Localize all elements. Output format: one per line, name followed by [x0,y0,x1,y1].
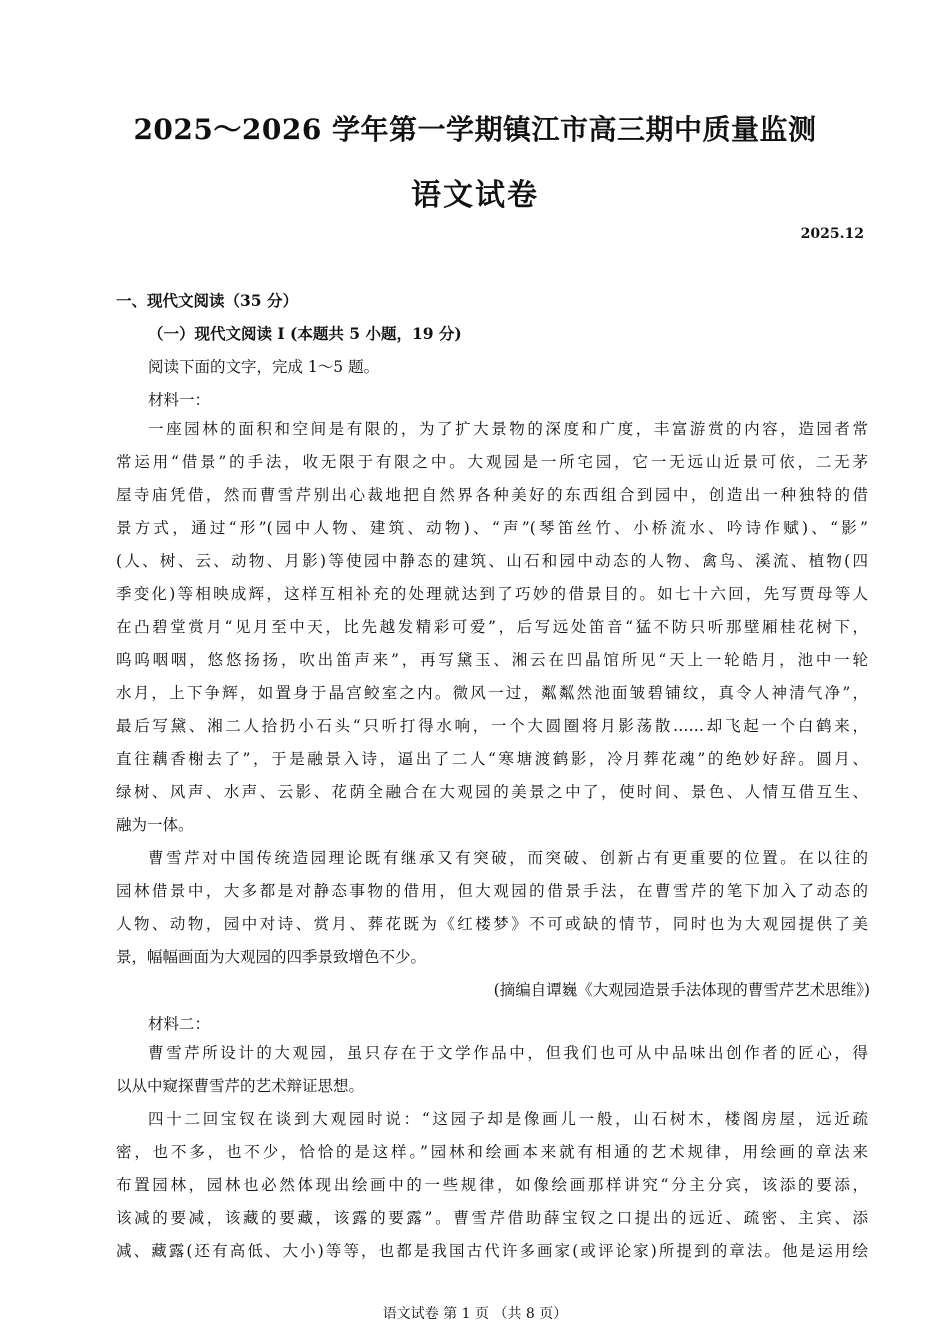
text-line: 人物、动物，园中对诗、赏月、葬花既为《红楼梦》不可或缺的情节，同时也为大观园提供了美 [116,915,868,933]
text-line: 景，幅幅画面为大观园的四季景致增色不少。 [116,948,427,966]
sub-section-heading: （一）现代文阅读 Ⅰ (本题共 5 小题，19 分) [148,324,462,343]
text-line: 绿树、风声、水声、云影、花荫全融合在大观园的美景之中了，使时间、景色、人情互借互生、 [116,783,868,801]
material-one-source: (摘编自谭巍《大观园造景手法体现的曹雪芹艺术思维》) [493,981,870,999]
text-line: 园林借景中，大多都是对静态事物的借用，但大观园的借景手法，在曹雪芹的笔下加入了动态的 [116,882,868,900]
text-line: 曹雪芹对中国传统造园理论既有继承又有突破，而突破、创新占有更重要的位置。在以往的 [148,849,868,867]
material-one-paragraph-two [116,842,868,974]
text-line: 该减的要减，该藏的要藏，该露的要露”。曹雪芹借助薛宝钗之口提出的远近、疏密、主宾、添 [116,1209,868,1227]
material-two-paragraph-one [116,1037,868,1103]
text-line: 四十二回宝钗在谈到大观园时说：“这园子却是像画儿一般，山石树木，楼阁房屋，远近疏 [148,1110,868,1128]
exam-date: 2025.12 [800,226,864,242]
text-line: (人、树、云、动物、月影)等使园中静态的建筑、山石和园中动态的人物、禽鸟、溪流、植物(四 [116,552,868,570]
text-line: 最后写黛、湘二人拾扔小石头“只听打得水响，一个大圆圈将月影荡散……却飞起一个白鹤来， [116,717,868,735]
text-line: 呜呜咽咽，悠悠扬扬，吹出笛声来”，再写黛玉、湘云在凹晶馆所见“天上一轮皓月，池中一轮 [116,651,868,669]
text-line: 布置园林，园林也必然体现出绘画中的一些规律，如像绘画那样讲究“分主分宾，该添的要添， [116,1176,868,1194]
text-line: 一座园林的面积和空间是有限的，为了扩大景物的深度和广度，丰富游赏的内容，造园者常 [148,420,868,438]
text-line: 在凸碧堂赏月“见月至中天，比先越发精彩可爱”，后写远处笛音“猛不防只听那壁厢桂花树下， [116,618,868,636]
page-footer: 语文试卷 第 1 页 （共 8 页） [382,1306,568,1322]
material-two-label: 材料二： [148,1015,211,1033]
exam-title: 2025～2026 学年第一学期镇江市高三期中质量监测 [133,113,817,146]
text-line: 融为一体。 [116,816,194,834]
reading-instruction: 阅读下面的文字，完成 1～5 题。 [148,358,380,376]
material-two-paragraph-two [116,1103,868,1268]
text-line: 直往藕香榭去了”，于是融景入诗，逼出了二人“寒塘渡鹤影，冷月葬花魂”的绝妙好辞。圆月、 [116,750,868,768]
text-line: 景方式，通过“形”(园中人物、建筑、动物)、“声”(琴笛丝竹、小桥流水、吟诗作赋)、“影” [116,519,868,537]
text-line: 水月，上下争辉，如置身于晶宫鲛室之内。微风一过，粼粼然池面皱碧铺纹，真令人神清气净”， [116,684,868,702]
material-one-paragraph-one [116,413,868,842]
text-line: 曹雪芹所设计的大观园，虽只存在于文学作品中，但我们也可从中品味出创作者的匠心，得 [148,1044,868,1062]
material-one-label: 材料一： [148,391,211,409]
text-line: 密，也不多，也不少，恰恰的是这样。”园林和绘画本来就有相通的艺术规律，用绘画的章法来 [116,1143,868,1161]
section-heading: 一、现代文阅读（35 分） [116,291,298,310]
text-line: 屋寺庙凭借，然而曹雪芹别出心裁地把自然界各种美好的东西组合到园中，创造出一种独特的借 [116,486,868,504]
text-line: 减、藏露(还有高低、大小)等等，也都是我国古代许多画家(或评论家)所提到的章法。他是运用绘 [116,1242,868,1260]
text-line: 常运用“借景”的手法，收无限于有限之中。大观园是一所宅园，它一无远山近景可依，二无茅 [116,453,868,471]
text-line: 以从中窥探曹雪芹的艺术辩证思想。 [116,1077,365,1095]
text-line: 季变化)等相映成辉，这样互相补充的处理就达到了巧妙的借景目的。如七十六回，先写贾母等人 [116,585,868,603]
paper-subject-title: 语文试卷 [411,178,539,213]
